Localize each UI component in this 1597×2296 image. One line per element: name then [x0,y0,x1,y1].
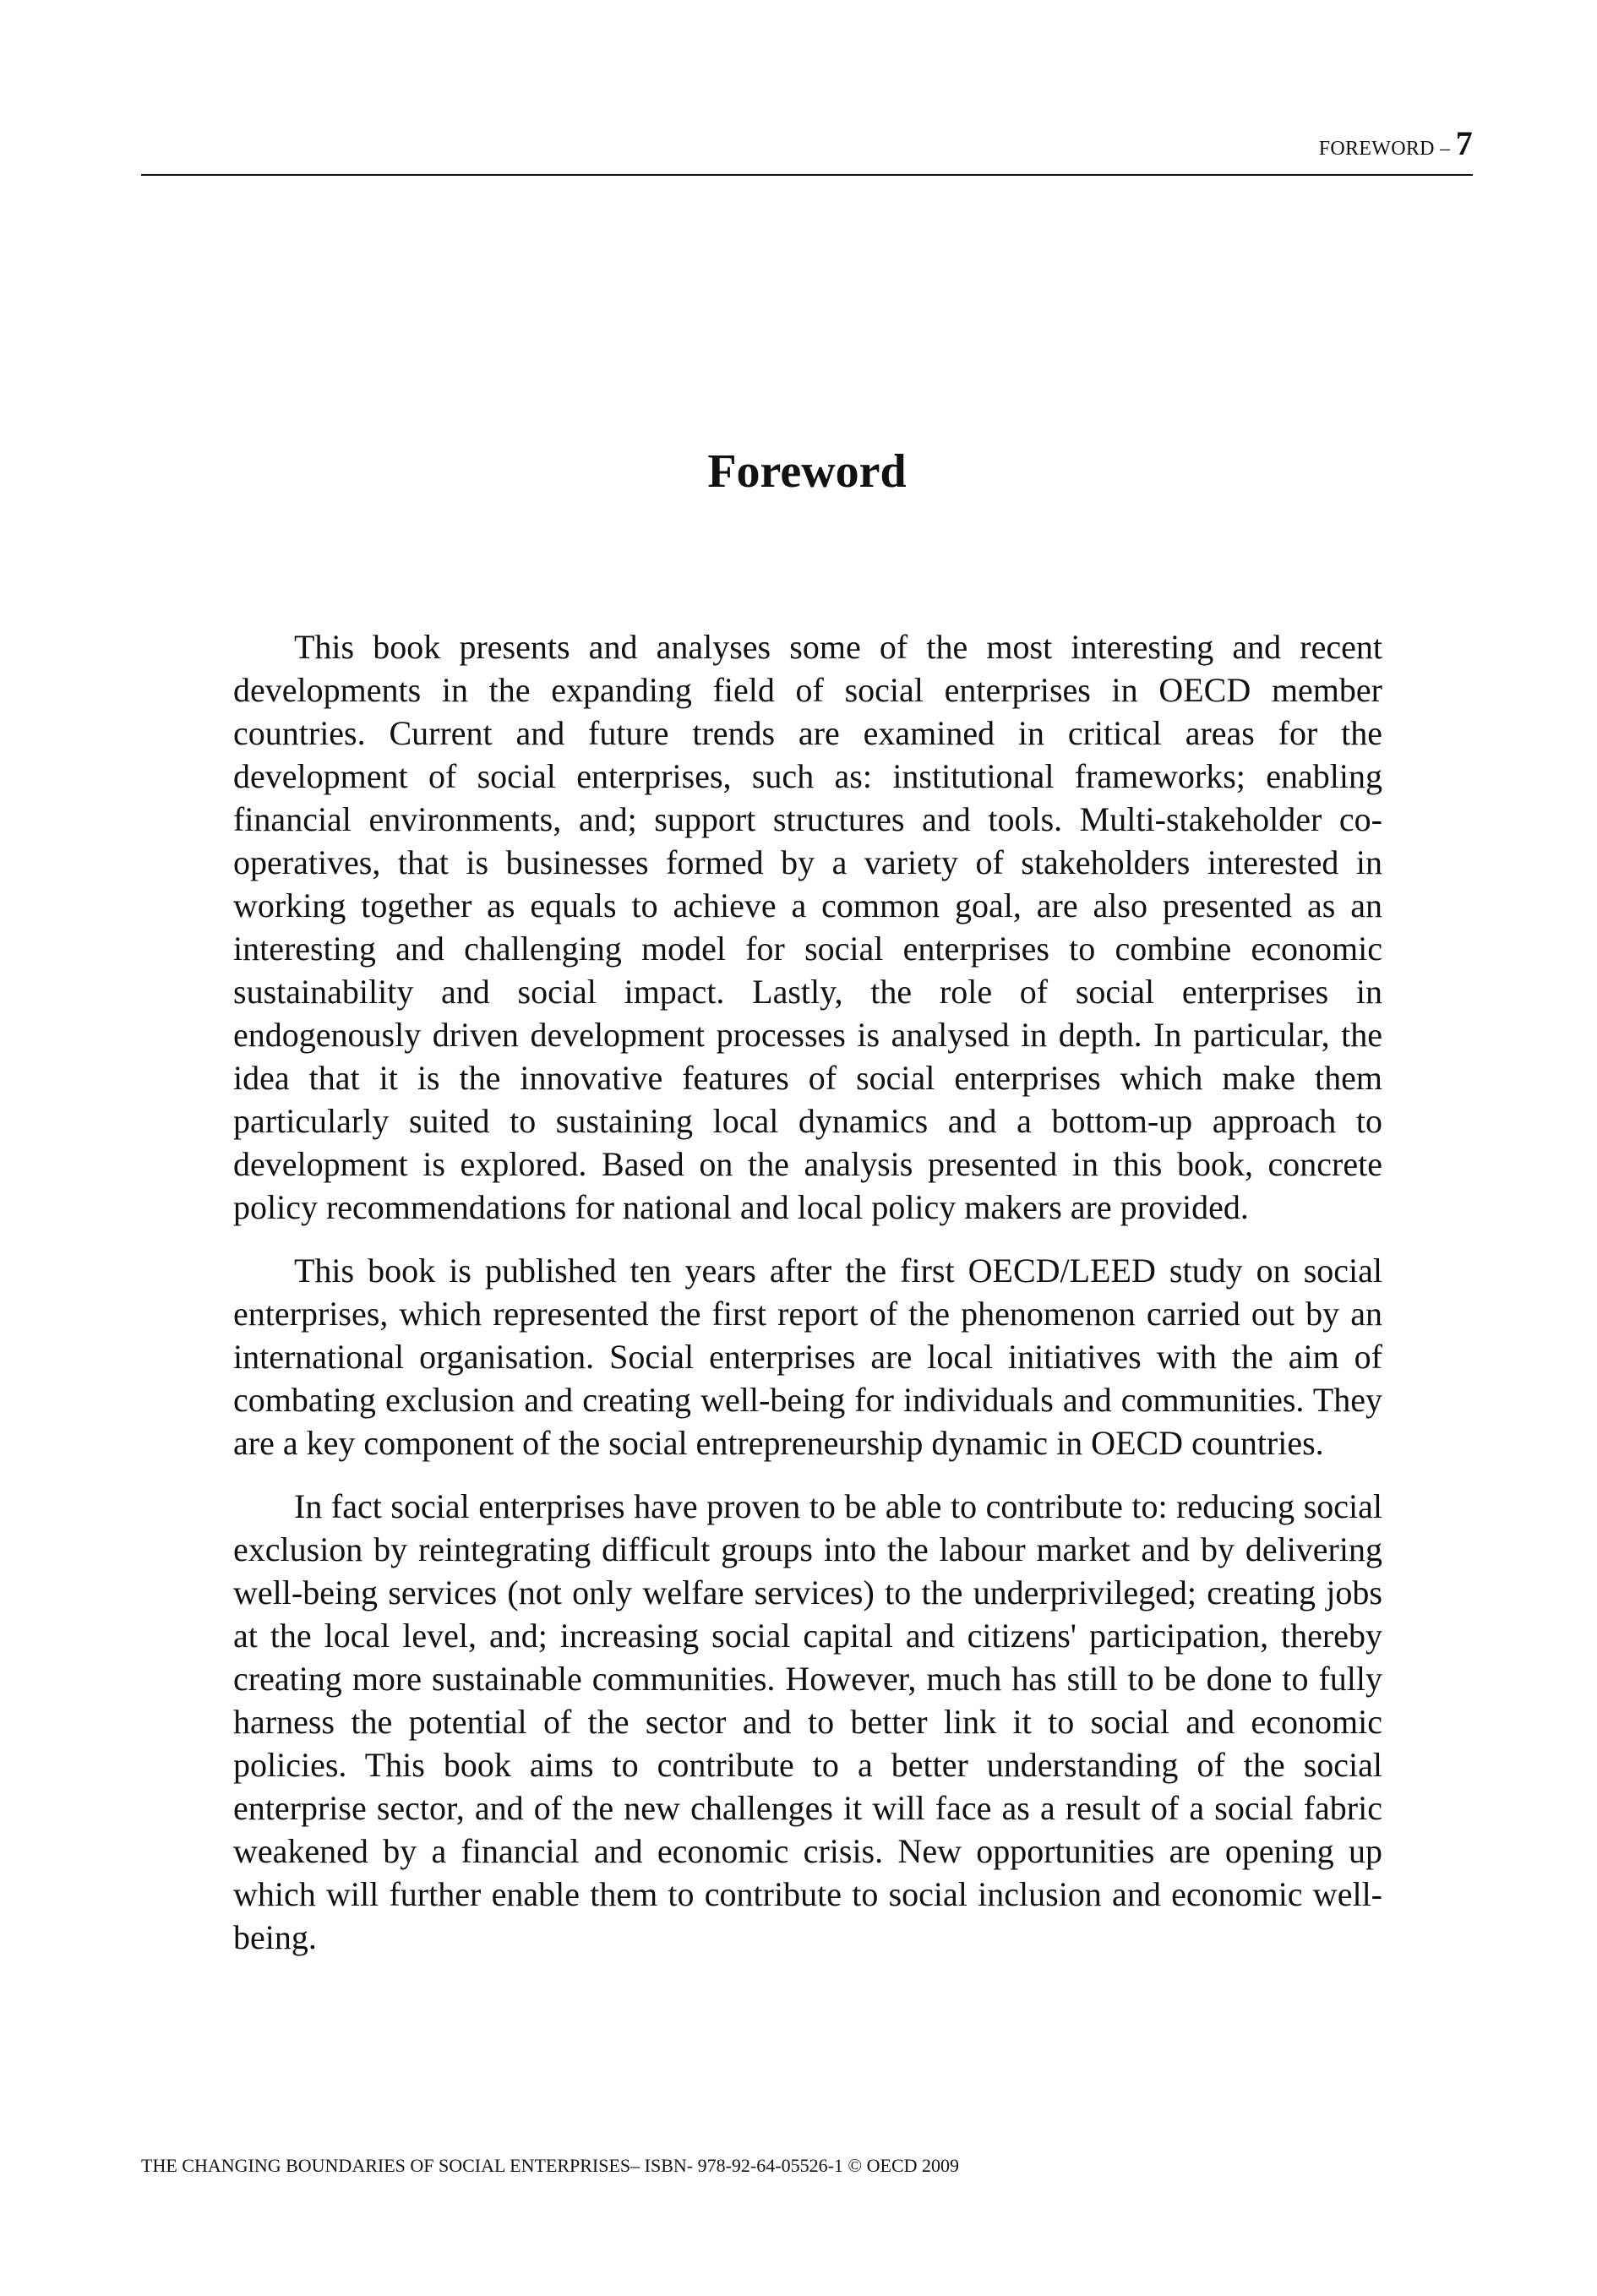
header-section-label: FOREWORD – [1318,138,1451,160]
paragraph-3: In fact social enterprises have proven to be able to contribute to: reducing social exclusion by reintegrating difficult groups into the labour market and by delivering well-being services (not only welfare services) to the underprivileged; creating jobs at the local level, and; increasing social capital and citizens' participation, thereby creating more sustainable communities. However, much has still to be done to fully harness the potential of the sector and to better link it to social and economic policies. This book aims to contribute to a better understanding of the social enterprise sector, and of the new challenges it will face as a result of a social fabric weakened by a financial and economic crisis. New opportunities are opening up which will further enable them to contribute to social inclusion and economic well-being. [233,1487,1382,1956]
page-title: Foreword [707,445,907,498]
paragraph-2: This book is published ten years after the first OECD/LEED study on social enterprises, which represented the first report of the phenomenon carried out by an international organisation. Social enterprises are local initiatives with the aim of combating exclusion and creating well-being for individuals and communities. They are a key component of the social entrepreneurship dynamic in OECD countries. [233,1252,1382,1462]
body-text [233,625,1382,1979]
page-footer: THE CHANGING BOUNDARIES OF SOCIAL ENTERPRISES– ISBN- 978-92-64-05526-1 © OECD 2009 [141,2155,960,2176]
page-number: 7 [1455,124,1473,162]
header-rule [141,174,1473,176]
running-header [141,124,1473,166]
paragraph-1: This book presents and analyses some of the most interesting and recent developments in the expanding field of social enterprises in OECD member countries. Current and future trends are examined in critical areas for the development of social enterprises, such as: institutional frameworks; enabling financial environments, and; support structures and tools. Multi-stakeholder co-operatives, that is businesses formed by a variety of stakeholders interested in working together as equals to achieve a common goal, are also presented as an interesting and challenging model for social enterprises to combine economic sustainability and social impact. Lastly, the role of social enterprises in endogenously driven development processes is analysed in depth. In particular, the idea that it is the innovative features of social enterprises which make them particularly suited to sustaining local dynamics and a bottom-up approach to development is explored. Based on the analysis presented in this book, concrete policy recommendations for national and local policy makers are provided. [233,628,1382,1226]
